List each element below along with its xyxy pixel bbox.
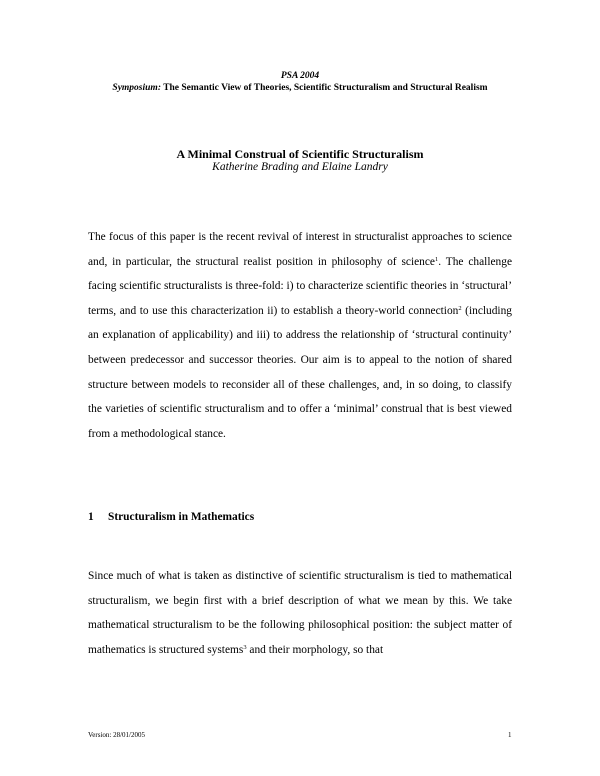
page-number: 1	[508, 731, 512, 739]
conference-header: PSA 2004	[280, 71, 320, 81]
abstract-text-1: The focus of this paper is the recent revival of interest in structuralist approaches to science and, in particular, the structural realist position in philosophy of science	[88, 231, 512, 268]
abstract-paragraph	[88, 225, 512, 446]
version-footer: Version: 28/01/2005	[88, 731, 145, 739]
section-title: Structuralism in Mathematics	[108, 511, 255, 523]
section-paragraph	[88, 564, 512, 662]
footnote-ref-2: 2	[458, 304, 462, 312]
symposium-header	[0, 83, 600, 93]
abstract-text-3: (including an explanation of applicability) and iii) to address the relationship of ‘structural continuity’ between predecessor and successor theories. Our aim is to appeal to the notion of shared structure between models to reconsider all of these challenges, and, in so doing, to classify the varieties of scientific structuralism and to offer a ‘minimal’ construal that is best viewed from a methodological stance.	[88, 304, 512, 440]
paper-authors: Katherine Brading and Elaine Landry	[212, 161, 388, 173]
symposium-title: The Semantic View of Theories, Scientific Structuralism and Structural Realism	[160, 83, 488, 93]
section-heading	[88, 511, 254, 523]
abstract-text-2: . The challenge facing scientific structuralists is three-fold: i) to characterize scientific theories in ‘structural’ terms, and to use this characterization ii) to establish a theory-world connection	[88, 255, 513, 317]
section-number: 1	[88, 511, 94, 523]
section-text-1: Since much of what is taken as distinctive of scientific structuralism is tied to mathematical structuralism, we begin first with a brief description of what we mean by this. We take mathematical structuralism to be the following philosophical position: the subject matter of mathematics is structured systems	[88, 570, 512, 656]
footnote-ref-3: 3	[243, 643, 247, 651]
section-text-2: and their morphology, so that	[246, 643, 384, 656]
symposium-label: Symposium:	[112, 83, 161, 93]
paper-title: A Minimal Construal of Scientific Structuralism	[176, 147, 424, 161]
footnote-ref-1: 1	[435, 255, 439, 263]
